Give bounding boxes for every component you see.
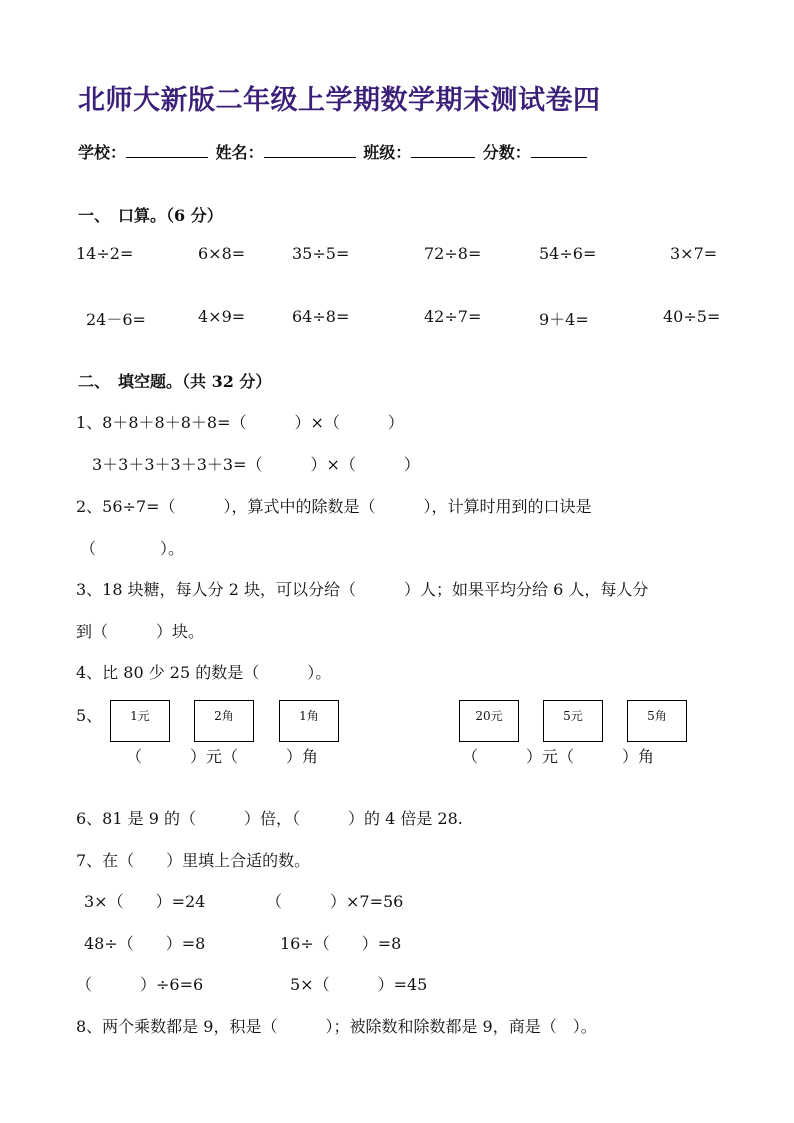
calc-item: 72÷8= [424,244,482,263]
question-7-item: 16÷（ ）=8 [280,934,402,953]
question-7-item: 48÷（ ）=8 [84,934,206,953]
calc-item: 54÷6= [539,244,597,263]
question-5-answer-right: （ ）元（ ）角 [462,747,655,766]
calc-item: 24－6= [86,310,146,329]
calc-item: 40÷5= [663,307,721,326]
school-label: 学校： [78,143,127,162]
question-7: 7、在（ ）里填上合适的数。 [76,851,311,870]
question-7-item: 3×（ ）=24 [84,892,206,911]
calc-item: 42÷7= [424,307,482,326]
calc-item: 3×7= [670,244,718,263]
calc-item: 6×8= [198,244,246,263]
question-8: 8、两个乘数都是 9，积是（ ）；被除数和除数都是 9，商是（ ）。 [76,1017,597,1036]
question-7-item: （ ）÷6=6 [76,975,204,994]
question-7-item: （ ）×7=56 [266,892,404,911]
money-box: 5元 [543,700,603,742]
calc-item: 4×9= [198,307,246,326]
question-2-line-1: 2、56÷7=（ ），算式中的除数是（ ），计算时用到的口诀是 [76,497,592,516]
money-box: 1角 [279,700,339,742]
question-3-line-1: 3、18 块糖，每人分 2 块，可以分给（ ）人；如果平均分给 6 人，每人分 [76,580,649,599]
calc-item: 14÷2= [76,244,134,263]
money-box: 2角 [194,700,254,742]
calc-item: 35÷5= [292,244,350,263]
name-blank[interactable] [264,143,356,158]
calc-item: 64÷8= [292,307,350,326]
score-blank[interactable] [531,143,587,158]
money-box: 5角 [627,700,687,742]
question-2-line-2: （ ）。 [80,539,185,558]
question-7-item: 5×（ ）=45 [290,975,428,994]
score-label: 分数： [482,143,531,162]
question-1-line-2: 3＋3＋3＋3＋3＋3=（ ）×（ ） [92,455,420,474]
question-1-line-1: 1、8＋8＋8＋8＋8=（ ）×（ ） [76,413,404,432]
money-box: 1元 [110,700,170,742]
calc-item: 9＋4= [539,310,589,329]
school-blank[interactable] [126,143,208,158]
question-6: 6、81 是 9 的（ ）倍，（ ）的 4 倍是 28. [76,809,463,828]
question-5-label: 5、 [76,706,103,725]
section2-heading: 二、 填空题。（共 32 分） [78,372,272,391]
money-box: 20元 [459,700,519,742]
class-label: 班级： [363,143,412,162]
student-info-line [78,140,589,163]
question-4: 4、比 80 少 25 的数是（ ）。 [76,663,332,682]
name-label: 姓名： [215,143,264,162]
section1-heading: 一、 口算。（6 分） [78,206,223,225]
question-3-line-2: 到（ ）块。 [76,622,205,641]
class-blank[interactable] [411,143,475,158]
question-5-answer-left: （ ）元（ ）角 [126,747,319,766]
page-title: 北师大新版二年级上学期数学期末测试卷四 [78,85,601,116]
